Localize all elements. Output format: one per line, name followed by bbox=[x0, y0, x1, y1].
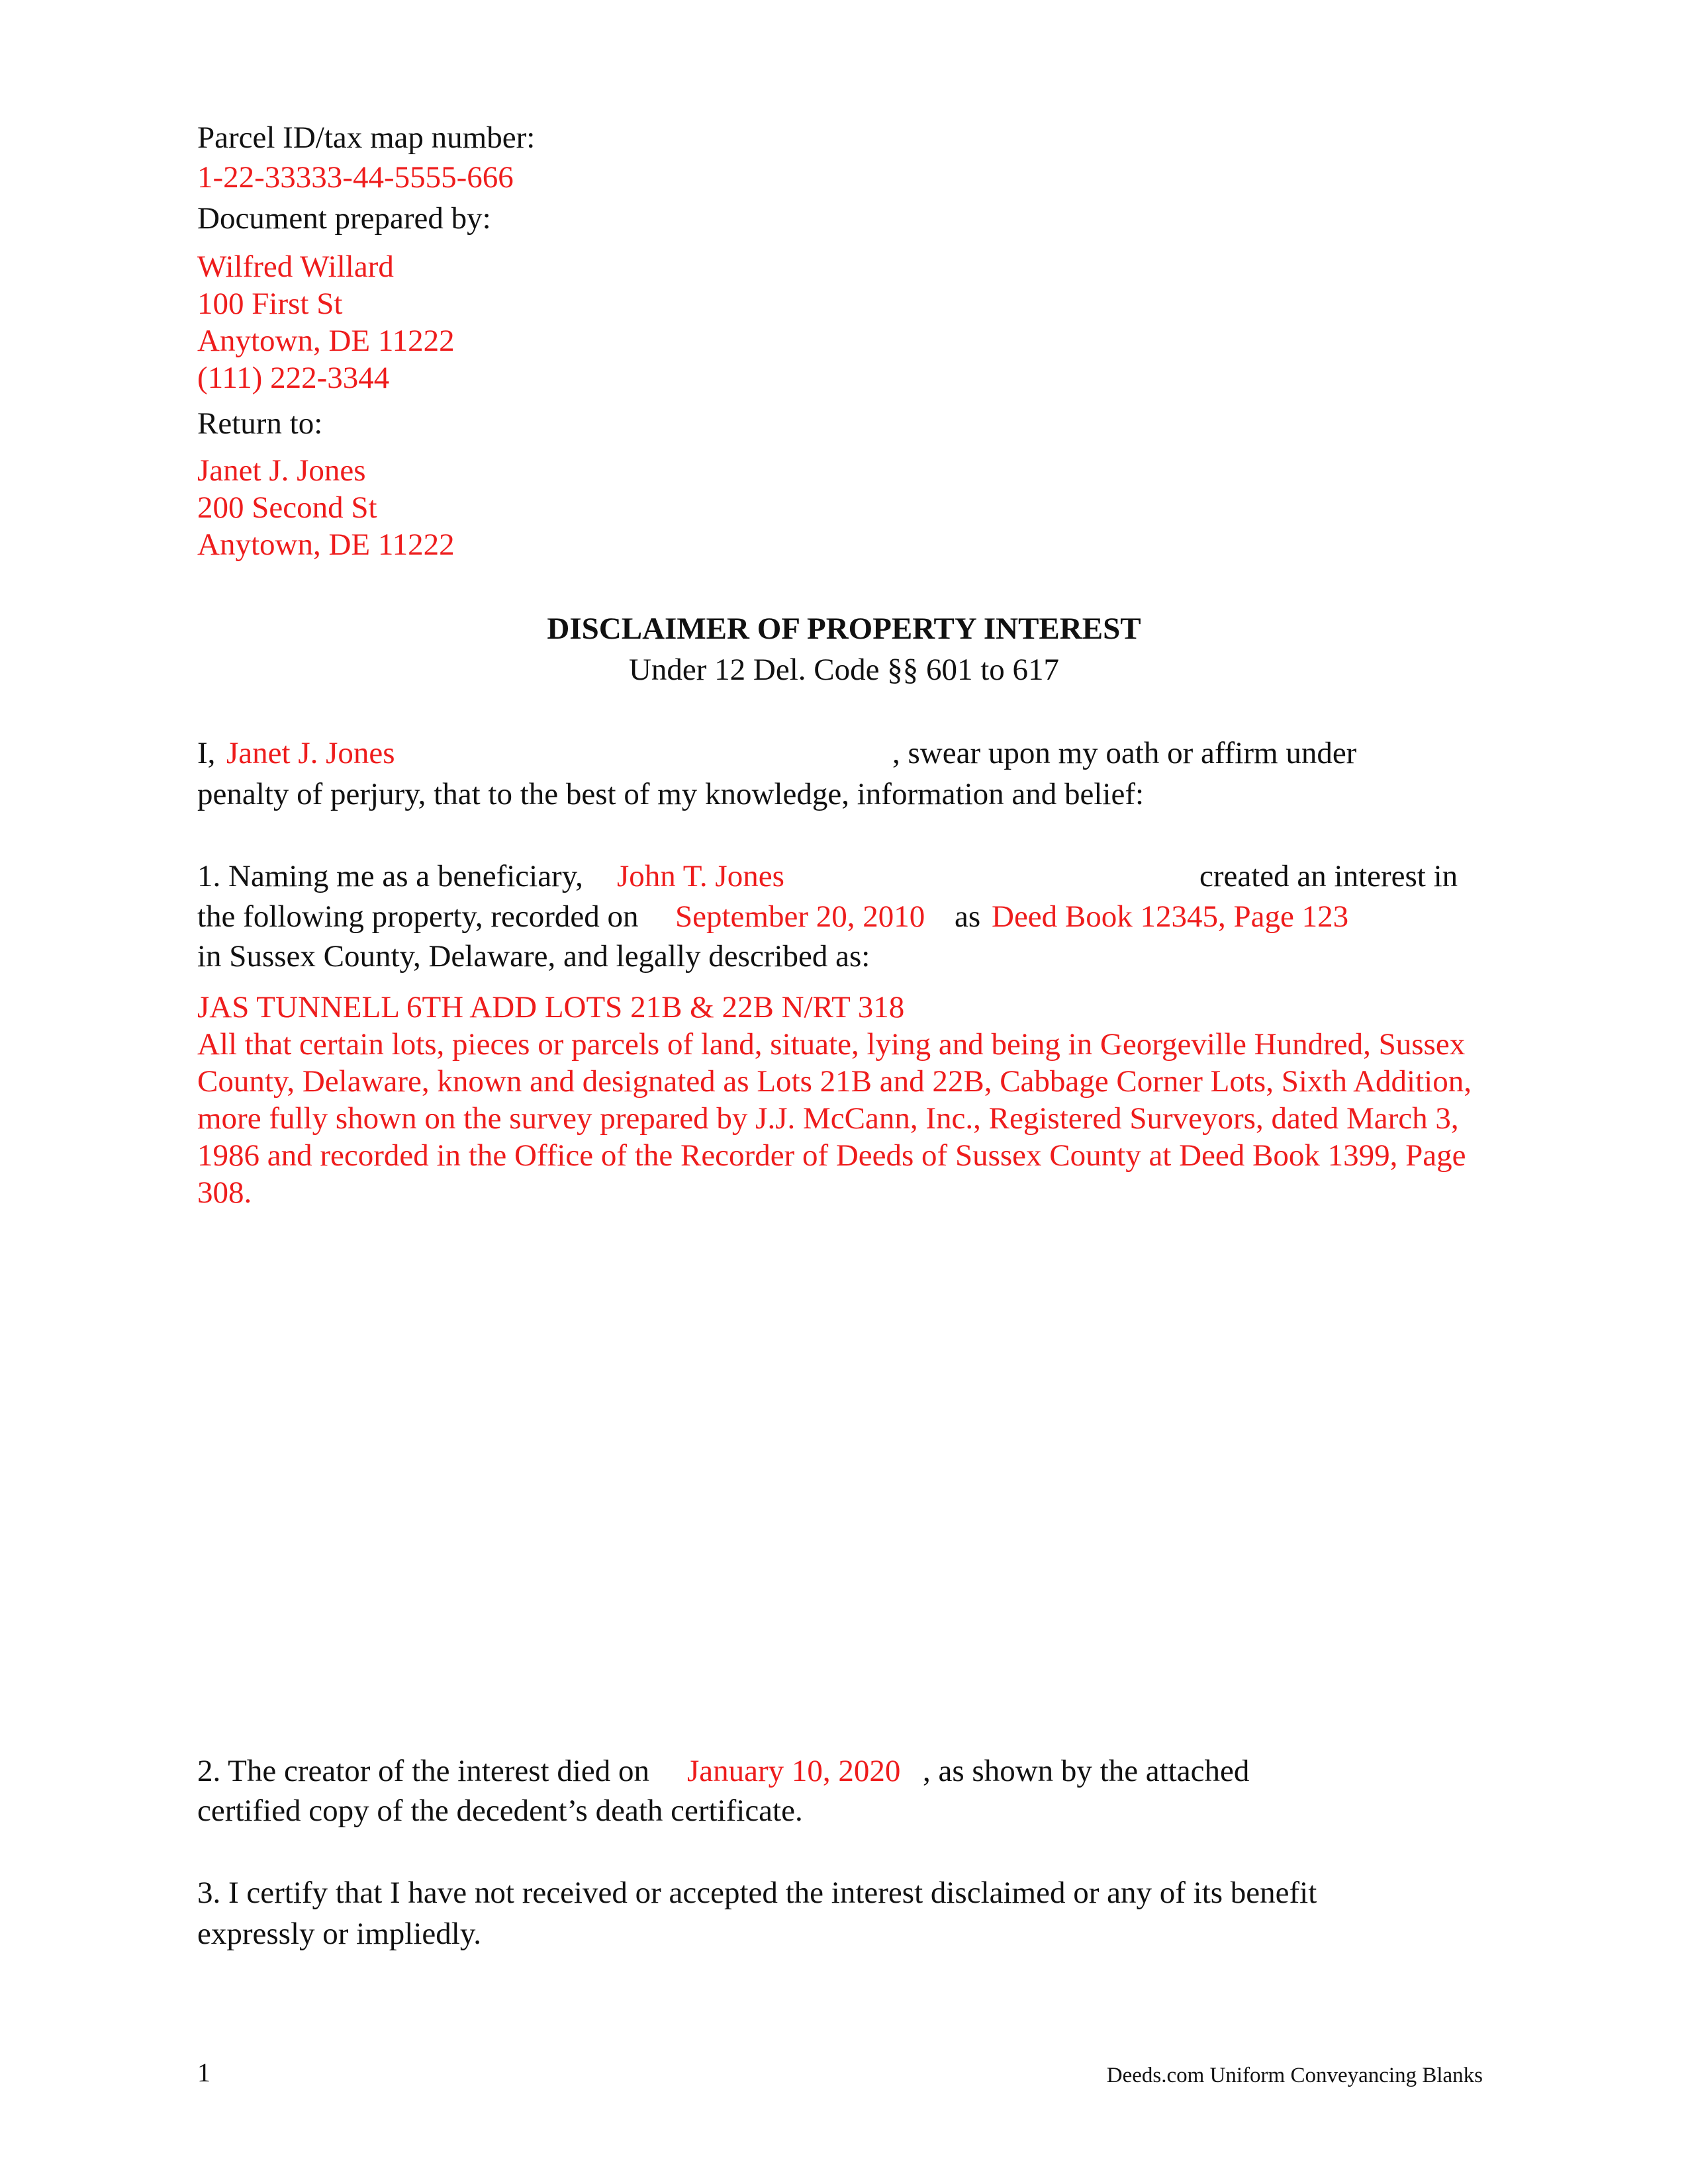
intro-suffix: , swear upon my oath or affirm under bbox=[892, 736, 1357, 770]
section1-suffix: created an interest in bbox=[1199, 859, 1458, 893]
parcel-number: 1-22-33333-44-5555-666 bbox=[197, 160, 514, 195]
as-word: as bbox=[955, 899, 981, 934]
section2-prefix: 2. The creator of the interest died on bbox=[197, 1754, 649, 1788]
intro-prefix: I, bbox=[197, 736, 216, 770]
legal-description: All that certain lots, pieces or parcels of land, situate, lying and being in Georgeville Hundred, Sussex County, Delaware, known and designated as Lots 21B and 22B, Cabbage Corner Lots, Sixth Addition, more fully shown on the survey prepared by J.J. McCann, Inc., Registered Surveyors, dated March 3, 1986 and recorded in the Office of the Recorder of Deeds of Sussex County at Deed Book 1399, Page 308. bbox=[197, 1027, 1472, 1210]
return-street: 200 Second St bbox=[197, 490, 377, 525]
document-subtitle: Under 12 Del. Code §§ 601 to 617 bbox=[628, 653, 1060, 687]
document-title: DISCLAIMER OF PROPERTY INTEREST bbox=[547, 612, 1141, 646]
preparer-street: 100 First St bbox=[197, 287, 343, 321]
return-city: Anytown, DE 11222 bbox=[197, 527, 455, 562]
creator-name: John T. Jones bbox=[617, 859, 784, 893]
section2-suffix: , as shown by the attached bbox=[923, 1754, 1250, 1788]
affiant-name: Janet J. Jones bbox=[226, 736, 395, 770]
section3-line2: expressly or impliedly. bbox=[197, 1917, 482, 1951]
section1-prefix: 1. Naming me as a beneficiary, bbox=[197, 859, 583, 893]
parcel-label: Parcel ID/tax map number: bbox=[197, 120, 536, 155]
return-to-label: Return to: bbox=[197, 406, 323, 441]
section2-line2: certified copy of the decedent’s death certificate. bbox=[197, 1794, 803, 1828]
recorded-date: September 20, 2010 bbox=[675, 899, 925, 934]
footer-source: Deeds.com Uniform Conveyancing Blanks bbox=[1106, 2064, 1483, 2087]
intro-line-2: penalty of perjury, that to the best of my knowledge, information and belief: bbox=[197, 777, 1145, 811]
section1-line2-prefix: the following property, recorded on bbox=[197, 899, 639, 934]
prepared-by-label: Document prepared by: bbox=[197, 201, 491, 236]
section3-line1: 3. I certify that I have not received or accepted the interest disclaimed or any of its benefit bbox=[197, 1876, 1317, 1910]
preparer-name: Wilfred Willard bbox=[197, 250, 394, 284]
preparer-phone: (111) 222-3344 bbox=[197, 361, 390, 395]
preparer-city: Anytown, DE 11222 bbox=[197, 324, 455, 358]
page-number: 1 bbox=[197, 2058, 211, 2087]
death-date: January 10, 2020 bbox=[687, 1754, 901, 1788]
recording-reference: Deed Book 12345, Page 123 bbox=[992, 899, 1349, 934]
section1-line3: in Sussex County, Delaware, and legally described as: bbox=[197, 939, 870, 974]
return-name: Janet J. Jones bbox=[197, 453, 366, 488]
legal-heading: JAS TUNNELL 6TH ADD LOTS 21B & 22B N/RT 318 bbox=[197, 990, 905, 1024]
